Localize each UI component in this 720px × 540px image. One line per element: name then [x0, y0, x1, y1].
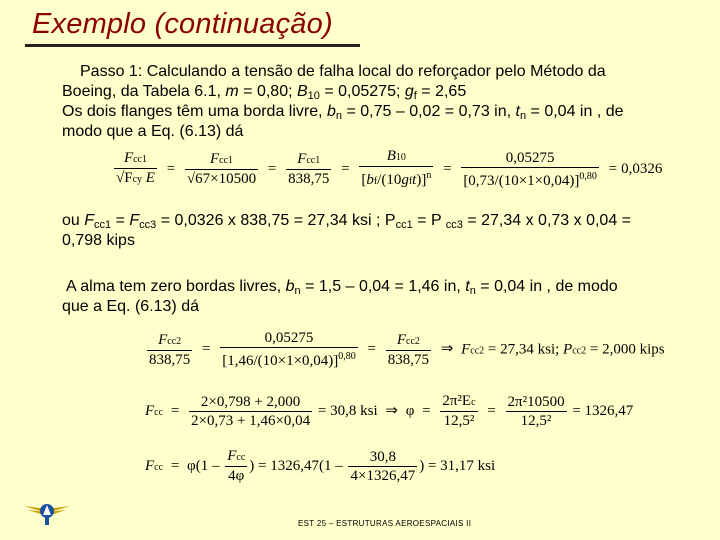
para1-line4: modo que a Eq. (6.13) dá	[62, 123, 244, 140]
para2-line2: 0,798 kips	[62, 232, 135, 249]
para3-line1: A alma tem zero bordas livres, bn = 1,5 – 0,04 = 1,46 in, tn = 0,04 in , de modo	[66, 278, 618, 297]
title-underline	[25, 44, 360, 47]
equation-2: $\frac{\text{Fcc2}}{838,75}$ = $\frac{0,05275}{[1,46/(10\times 1\times 0,04)]^{0,80}}$ = $\frac{\text{Fcc2}}{838,75}$ ⇒ Fcc2 = 27,34 ksi; Pcc2 = 2,000 kips	[149, 330, 665, 369]
equation-1: $\frac{\text{Fcc1}}{\text{√Fcy E}}$ = $\frac{\text{Fcc1}}{√67\times 10500}$ = $\frac{\text{Fcc1}}{838,75}$ = $\frac{B10}{[bf/(10gft)]^n}$ = $\frac{0,05275}{[0,73/(10\times 1\times 0,04)]^{0,80}}$ = 0,0326	[116, 148, 663, 189]
equation-3: Fcc = $\frac{2\times 0,798 + 2,000}{2\times 0,73 + 1,46\times 0,04}$ = 30,8 ksi ⇒ φ = $\frac{\text{2π²Ec}}{\text{12,5²}}$ = $\frac{\text{2π²10500}}{\text{12,5²}}$ = 1326,47	[145, 393, 634, 429]
institution-logo	[24, 492, 70, 528]
para1-line2: Boeing, da Tabela 6.1, m = 0,80; B10 = 0,05275; gf = 2,65	[62, 83, 467, 102]
equation-4: Fcc = φ(1 – $\frac{\text{Fcc}}{4\varphi}$ ) = 1326,47(1 – $\frac{30,8}{4\times 1326,47}$ ) = 31,17 ksi	[145, 448, 496, 484]
para2-line1: ou Fcc1 = Fcc3 = 0,0326 x 838,75 = 27,34 ksi ; Pcc1 = P cc3 = 27,34 x 0,73 x 0,04 =	[62, 212, 632, 231]
slide-title: Exemplo (continuação)	[32, 8, 333, 40]
para3-line2: que a Eq. (6.13) dá	[62, 298, 199, 315]
footer-text: EST 25 – ESTRUTURAS AEROESPACIAIS II	[298, 519, 472, 528]
para1-line3: Os dois flanges têm uma borda livre, bn = 0,75 – 0,02 = 0,73 in, tn = 0,04 in , de	[62, 103, 624, 122]
para1-line1: Passo 1: Calculando a tensão de falha local do reforçador pelo Método da	[80, 63, 606, 80]
